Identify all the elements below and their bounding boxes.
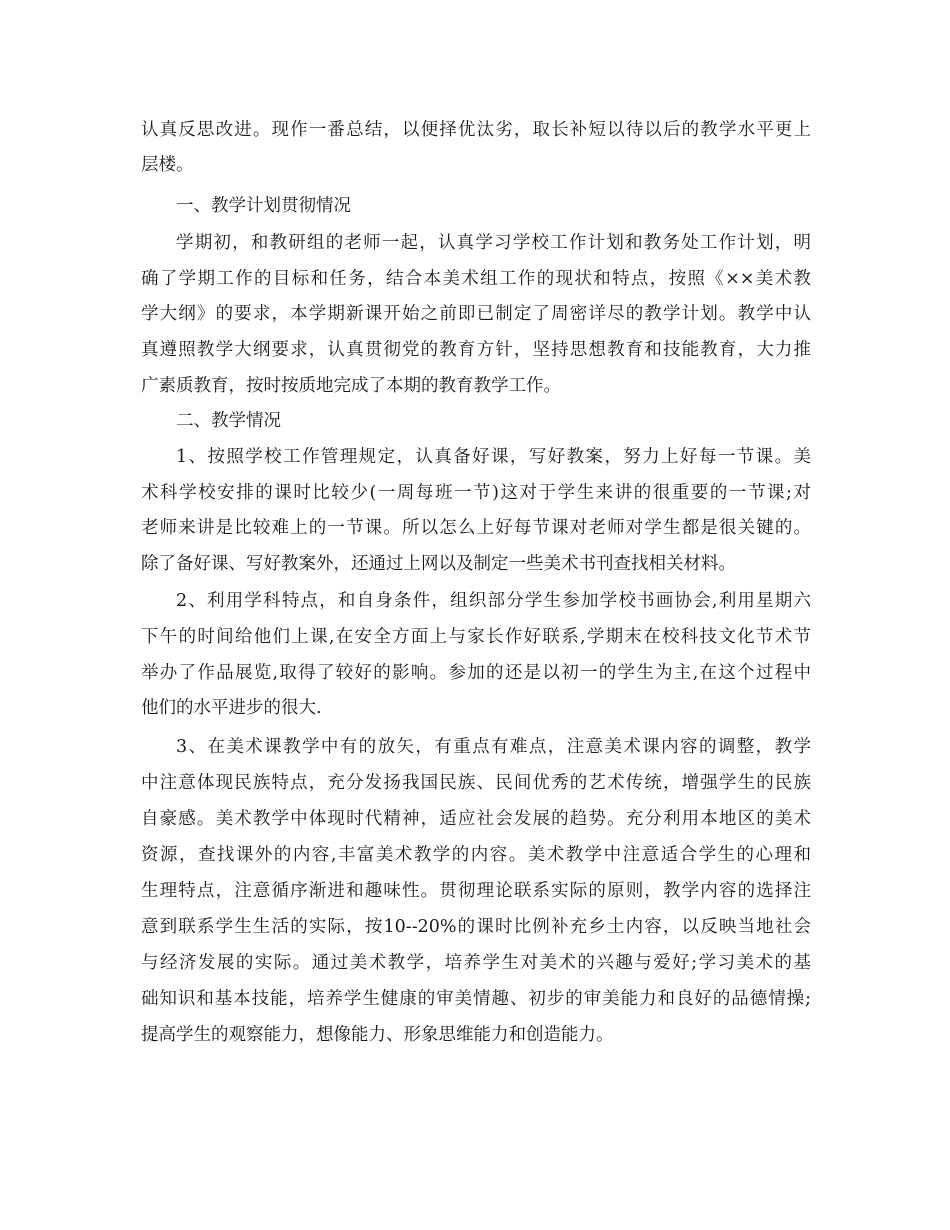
section-heading: 二、教学情况 (176, 411, 281, 431)
body-text-line: 与经济发展的实际。通过美术教学，培养学生对美术的兴趣与爱好;学习美术的基 (141, 953, 811, 973)
body-text-line: 学期初，和教研组的老师一起，认真学习学校工作计划和教务处工作计划，明 (176, 233, 811, 253)
body-text-line: 层楼。 (141, 155, 194, 175)
body-text-line: 老师来讲是比较难上的一节课。所以怎么上好每节课对老师对学生都是很关键的。 (141, 518, 811, 538)
body-text-line: 学大纲》的要求，本学期新课开始之前即已制定了周密详尽的教学计划。教学中认 (141, 304, 811, 324)
body-text-line: 3、在美术课教学中有的放矢，有重点有难点，注意美术课内容的调整，教学 (176, 737, 811, 757)
body-text-line: 广素质教育，按时按质地完成了本期的教育教学工作。 (141, 376, 561, 396)
body-text-line: 举办了作品展览,取得了较好的影响。参加的还是以初一的学生为主,在这个过程中 (141, 663, 811, 683)
body-text-line: 意到联系学生生活的实际，按10--20%的课时比例补充乡土内容，以反映当地社会 (141, 917, 811, 937)
body-text-line: 术科学校安排的课时比较少(一周每班一节)这对于学生来讲的很重要的一节课;对 (141, 483, 811, 503)
body-text-line: 他们的水平进步的很大. (141, 698, 322, 718)
body-text-line: 提高学生的观察能力，想像能力、形象思维能力和创造能力。 (141, 1025, 614, 1045)
body-text-line: 中注意体现民族特点，充分发扬我国民族、民间优秀的艺术传统，增强学生的民族 (141, 773, 811, 793)
section-heading: 一、教学计划贯彻情况 (176, 196, 351, 216)
body-text-line: 2、利用学科特点，和自身条件，组织部分学生参加学校书画协会,利用星期六 (176, 591, 811, 611)
body-text-line: 下午的时间给他们上课,在安全方面上与家长作好联系,学期末在校科技文化节术节 (141, 627, 811, 647)
body-text-line: 自豪感。美术教学中体现时代精神，适应社会发展的趋势。充分利用本地区的美术 (141, 809, 811, 829)
body-text-line: 真遵照教学大纲要求，认真贯彻党的教育方针，坚持思想教育和技能教育，大力推 (141, 340, 811, 360)
body-text-line: 认真反思改进。现作一番总结，以便择优汰劣，取长补短以待以后的教学水平更上 (141, 120, 811, 140)
body-text-line: 确了学期工作的目标和任务，结合本美术组工作的现状和特点，按照《××美术教 (141, 269, 811, 289)
body-text-line: 生理特点，注意循序渐进和趣味性。贯彻理论联系实际的原则，教学内容的选择注 (141, 881, 811, 901)
body-text-line: 除了备好课、写好教案外，还通过上网以及制定一些美术书刊查找相关材料。 (141, 554, 736, 574)
body-text-line: 1、按照学校工作管理规定，认真备好课，写好教案，努力上好每一节课。美 (176, 447, 811, 467)
body-text-line: 资源，查找课外的内容,丰富美术教学的内容。美术教学中注意适合学生的心理和 (141, 845, 811, 865)
body-text-line: 础知识和基本技能，培养学生健康的审美情趣、初步的审美能力和良好的品德情操; (141, 989, 811, 1009)
